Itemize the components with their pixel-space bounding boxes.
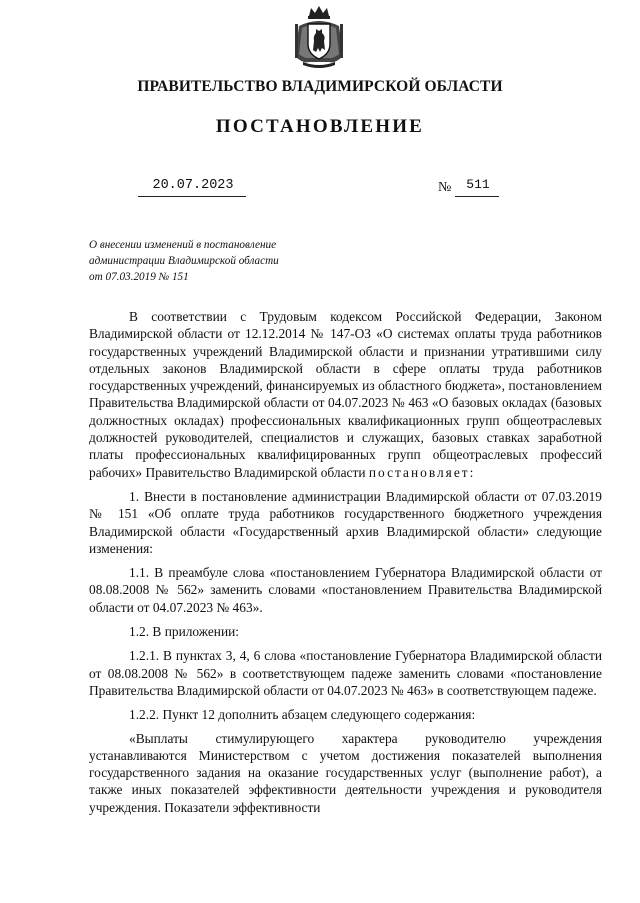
- preamble-paragraph: [89, 308, 602, 481]
- number-sign: №: [438, 180, 452, 195]
- document-subject: [89, 237, 329, 285]
- paragraph-1-2-2: 1.2.2. Пункт 12 дополнить абзацем следующего содержания:: [129, 707, 476, 723]
- document-date: 20.07.2023: [152, 178, 234, 193]
- date-underline: [138, 196, 246, 197]
- paragraph-quote: «Выплаты стимулирующего характера руководителю учреждения устанавливаются Министерством с учетом достижения показателей выполнения государственного задания на оказание государственных услуг (выполнение работ), а также иных показателей эффективности деятельности учреждения и руководителя учреждения. Показатели эффективности: [89, 730, 602, 815]
- preamble-text: В соответствии с Трудовым кодексом Российской Федерации, Законом Владимирской области от 12.12.2014 № 147-ОЗ «О системах оплаты труда работников государственных учреждений Владимирской области и признании утратившими силу отдельных законов Владимирской области в сфере оплаты труда работников государственных учреждений, финансируемых из областного бюджета», постановлением Правительства Владимирской области от 04.07.2023 № 463 «О базовых окладах (базовых должностных окладах) профессиональных квалификационных групп общеотраслевых должностей руководителей, специалистов и служащих, базовых ставках заработной платы профессиональных квалифицированных групп общеотраслевых профессий рабочих» Правительство Владимирской области: [89, 309, 602, 480]
- paragraph-1: 1. Внести в постановление администрации Владимирской области от 07.03.2019 № 151 «Об оплате труда работников государственного бюджетного учреждения Владимирской области «Государственный архив Владимирской области» следующие изменения:: [89, 488, 602, 556]
- subject-line: О внесении изменений в постановление: [89, 239, 277, 251]
- document-type-title: ПОСТАНОВЛЕНИЕ: [215, 116, 425, 137]
- paragraph-1-2-1: 1.2.1. В пунктах 3, 4, 6 слова «постановление Губернатора Владимирской области от 08.08.2008 № 562» в соответствующем падеже заменить словами «постановление Правительства Владимирской области от 04.07.2023 № 463» в соответствующем падеже.: [89, 648, 602, 698]
- government-name: ПРАВИТЕЛЬСТВО ВЛАДИМИРСКОЙ ОБЛАСТИ: [137, 78, 503, 95]
- subject-line: администрации Владимирской области: [89, 255, 279, 267]
- document-number: 511: [466, 177, 490, 192]
- number-underline: [455, 196, 499, 197]
- document-body: [89, 308, 602, 823]
- paragraph-1-2: 1.2. В приложении:: [129, 624, 240, 640]
- decree-word: постановляет:: [368, 464, 476, 480]
- paragraph-1-1: 1.1. В преамбуле слова «постановлением Губернатора Владимирской области от 08.08.2008 № 562» заменить словами «постановлением Правительства Владимирской области от 04.07.2023 № 463».: [89, 565, 602, 615]
- coat-of-arms-emblem: [289, 4, 349, 70]
- subject-line: от 07.03.2019 № 151: [89, 271, 189, 283]
